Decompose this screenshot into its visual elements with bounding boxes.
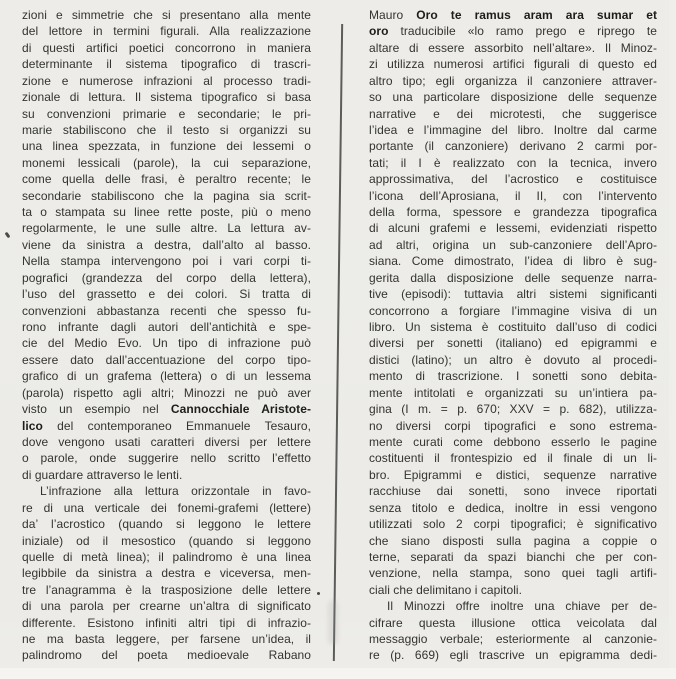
page-edge-band (669, 0, 676, 679)
text-run: ta o stampata su linee rette poste, più o meno (22, 205, 311, 220)
text-line (22, 188, 311, 204)
text-run: monemi lessicali (parole), la cui separazione, (22, 155, 311, 170)
text-line (369, 385, 657, 401)
text-line (22, 138, 311, 154)
text-line (22, 73, 311, 89)
text-run: terne, separati da spazi bianchi che per con- (369, 549, 657, 564)
text-line (369, 204, 657, 220)
text-line (369, 582, 657, 598)
text-run: convenzioni abbastanza recenti che spesso fu- (22, 303, 311, 318)
text-line (369, 138, 657, 154)
column-divider-rule (333, 24, 343, 661)
text-line (22, 615, 311, 631)
text-run: da’ l’acrostico (quando si leggono le lettere (22, 517, 311, 532)
text-line (22, 352, 311, 368)
text-line (369, 303, 657, 319)
text-run: venzione, nella stampa, sono quei tagli artifi- (369, 566, 657, 581)
text-run: di questi artifici poetici concorrono in maniera (22, 40, 311, 55)
text-line (22, 319, 311, 335)
text-run: grafico di un grafema (lettera) o di un lessema (22, 369, 311, 384)
text-run: iniziale) od il mesostico (quando si leggono (22, 533, 311, 548)
text-run: diversi per sonetti (italiano) ed epigrammi e (369, 336, 657, 351)
text-line (369, 171, 657, 187)
text-line (22, 483, 311, 499)
text-run: della forma, spessore e grandezza tipografica (369, 205, 657, 220)
text-run: libro. Un sistema è costituito dall’uso di codici (369, 320, 657, 335)
text-run: del contemporaneo Emmanuele Tesauro, (42, 418, 311, 433)
text-run: re (p. 669) egli trascrive un epigramma dedi- (369, 648, 657, 663)
text-run: differente. Esistono infiniti altri tipi di infrazio- (22, 615, 311, 630)
text-line (22, 155, 311, 171)
text-line (22, 647, 311, 663)
text-run: cifrare questa illusione ottica veicolata dal (369, 615, 657, 630)
text-line (22, 549, 311, 565)
text-line (369, 516, 657, 532)
text-line (369, 565, 657, 581)
text-line (369, 450, 657, 466)
text-line (369, 188, 657, 204)
text-run: traducibile «lo ramo prego e riprego te (388, 24, 657, 39)
text-run: zioni e simmetrie che si presentano alla mente (22, 8, 311, 22)
text-run: determinante il sistema tipografico di trascri- (22, 57, 311, 72)
text-line (369, 598, 657, 614)
text-line (22, 204, 311, 220)
text-run: una linea spezzata, in funzione dei lessemi o (22, 139, 311, 154)
text-line (22, 385, 311, 401)
text-run: di alcuni grafemi e lessemi, evidenziati rispetto (369, 221, 657, 236)
text-run: bro. Epigrammi e distici, sequenze narrative (369, 467, 657, 482)
text-run: approssimativa, del l’acrostico e costituisce (369, 172, 657, 187)
text-run: messaggio verbale; esteriormente al canzonie- (369, 632, 657, 647)
scan-speck (317, 592, 320, 595)
text-line (369, 500, 657, 516)
text-line (369, 106, 657, 122)
text-run: portante (il canzoniere) derivano 2 carmi por- (369, 139, 657, 154)
text-run: secondarie stabiliscono che la pagina sia scrit- (22, 188, 311, 203)
text-run: l’idea e l’immagine del libro. Inoltre dal carme (369, 122, 657, 137)
text-run: costituenti il frontespizio ed il finale di un li- (369, 451, 657, 466)
text-line (369, 319, 657, 335)
text-run: mente curati come debbono esserlo le pagine (369, 434, 657, 449)
text-run: tive (episodi): tuttavia altri sistemi significanti (369, 287, 657, 302)
scan-speck (5, 232, 11, 239)
text-line (369, 7, 657, 23)
text-run: senza titolo e dedica, inoltre in essi vengono (369, 500, 657, 515)
text-run: regolarmente, le une sulle altre. La lettura av- (22, 221, 311, 236)
text-line (369, 352, 657, 368)
text-run: L’infrazione alla lettura orizzontale in favo- (40, 484, 311, 499)
text-run: mente intitolati e organizzati su un’intiera pa- (369, 385, 657, 400)
text-line (369, 220, 657, 236)
text-run: essere dato dall’accentuazione del corpo tipo- (22, 352, 311, 367)
text-line (22, 500, 311, 516)
text-run: mento di trascrizione. I sonetti sono debita- (369, 369, 657, 384)
text-line (22, 220, 311, 236)
text-line (369, 647, 657, 663)
text-line (369, 270, 657, 286)
text-run: quelle di metà linea); il palindromo è una linea (22, 549, 311, 564)
text-run: altare di essere assorbito nell’altare». Il Minoz- (369, 40, 657, 55)
text-run: utilizzati solo 2 corpi tipografici; è significativo (369, 517, 657, 532)
text-line (22, 303, 311, 319)
text-run: ciali che delimitano i capitoli. (369, 582, 523, 597)
text-line (22, 237, 311, 253)
text-run: no diversi corpi tipografici e sono estrema- (369, 418, 657, 433)
text-run: del lettore in termini figurali. Alla realizzazione (22, 24, 311, 39)
text-line (369, 253, 657, 269)
text-run: Mauro (369, 8, 417, 22)
text-line (22, 598, 311, 614)
text-line (22, 270, 311, 286)
text-line (369, 122, 657, 138)
bold-text-run: Cannocchiale Aristote- (170, 402, 311, 417)
text-line (22, 40, 311, 56)
text-run: re di una verticale dei fonemi-grafemi (lettere) (22, 500, 311, 515)
text-line (22, 516, 311, 532)
text-line (22, 631, 311, 647)
text-line (22, 7, 311, 23)
bold-text-run: Oro te ramus aram ara sumar et (416, 8, 657, 22)
text-run: o parole, onde suggerire nello scritto l’effetto (22, 451, 311, 466)
text-run: rono infrante dagli autori dell’antichità e spe- (22, 320, 311, 335)
scan-smudge (328, 600, 338, 645)
text-line (22, 450, 311, 466)
text-run: l’icona dell’Aprosiana, il II, con l’intervento (369, 188, 657, 203)
text-run: racchiuse dai sonetti, sono invece riportati (369, 484, 657, 499)
text-line (369, 73, 657, 89)
text-run: di guardare attraverso le lenti. (22, 467, 183, 482)
text-run: legibbile da sinistra a destra e viceversa, men- (22, 566, 311, 581)
text-line (369, 434, 657, 450)
text-run: altro tipo; egli organizza il canzoniere attraver- (369, 73, 657, 88)
text-run: (parola) rispetto agli altri; Minozzi ne può aver (22, 385, 311, 400)
text-run: ad altri, origina un sub-canzoniere dell’Apro- (369, 237, 657, 252)
text-line (369, 335, 657, 351)
text-line (369, 89, 657, 105)
text-run: su convenzioni primarie e secondarie; le pri- (22, 106, 311, 121)
text-line (369, 631, 657, 647)
text-run: Il Minozzi offre inoltre una chiave per de- (387, 599, 657, 614)
text-line (22, 23, 311, 39)
text-line (369, 155, 657, 171)
text-run: so una particolare disposizione delle sequenze (369, 90, 657, 105)
text-line (22, 56, 311, 72)
text-run: marie stabiliscono che il testo si organizzi su (22, 122, 311, 137)
text-line (22, 171, 311, 187)
page-bottom-band (0, 668, 676, 679)
text-run: narrative e dei microtesti, che suggerisce (369, 106, 657, 121)
text-line (22, 582, 311, 598)
text-run: pografici (grandezza del corpo della lettera), (22, 270, 311, 285)
text-run: gina (I m. = p. 670; XXV = p. 682), utilizza- (369, 402, 657, 417)
text-run: cie del Medio Evo. Un tipo di infrazione può (22, 336, 311, 351)
text-line (22, 368, 311, 384)
text-line (369, 401, 657, 417)
text-column-left (22, 7, 311, 664)
text-run: Nella stampa intervengono poi i vari corpi ti- (22, 254, 311, 269)
text-line (22, 401, 311, 417)
text-line (22, 565, 311, 581)
text-run: zionale di lettura. Il sistema tipografico si basa (22, 90, 311, 105)
text-run: tre l’anagramma è la trasposizione delle lettere (22, 582, 311, 597)
text-line (369, 286, 657, 302)
text-line (22, 253, 311, 269)
text-run: palindromo del poeta medioevale Rabano (22, 648, 311, 663)
text-line (369, 467, 657, 483)
text-line (369, 483, 657, 499)
text-line (22, 434, 311, 450)
bold-text-run: lico (22, 418, 43, 433)
text-run: distici (latino); un altro è dovuto al procedi- (369, 352, 657, 367)
text-line (369, 237, 657, 253)
text-run: tati; il I è realizzato con la tecnica, invero (369, 155, 657, 170)
text-run: zione e numerose infrazioni al processo tradi- (22, 73, 311, 88)
text-run: concorrono a forgiare l’immagine visiva di un (369, 303, 657, 318)
text-line (369, 23, 657, 39)
text-run: siana. Come dimostrato, l’idea di libro è sug- (369, 254, 657, 269)
text-line (22, 89, 311, 105)
text-line (369, 40, 657, 56)
text-run: visto un esempio nel (22, 402, 171, 417)
text-column-right (369, 7, 657, 664)
text-line (22, 122, 311, 138)
bold-text-run: oro (369, 24, 389, 39)
text-line (369, 615, 657, 631)
text-run: di una parola per crearne un’altra di significato (22, 599, 311, 614)
text-line (22, 533, 311, 549)
text-run: gerita dalla disposizione delle sequenze narra- (369, 270, 657, 285)
text-run: come quella delle frasi, è peraltro recente; le (22, 172, 311, 187)
text-line (22, 467, 311, 483)
text-line (22, 106, 311, 122)
text-line (22, 335, 311, 351)
text-run: l’uso del grassetto e dei colori. Si tratta di (22, 287, 311, 302)
text-line (369, 549, 657, 565)
text-run: zi utilizza numerosi artifici figurali di questo ed (369, 57, 657, 72)
text-run: viene da sinistra a destra, dall’alto al basso. (22, 237, 311, 252)
text-line (22, 418, 311, 434)
text-line (22, 286, 311, 302)
text-run: dove vengono usati caratteri diversi per lettere (22, 434, 311, 449)
text-run: che siano disposti sulla pagina a coppie o (369, 533, 657, 548)
text-line (369, 368, 657, 384)
text-line (369, 533, 657, 549)
text-line (369, 56, 657, 72)
text-line (369, 418, 657, 434)
text-run: ne ma basta leggere, per farsene un’idea, il (22, 632, 311, 647)
